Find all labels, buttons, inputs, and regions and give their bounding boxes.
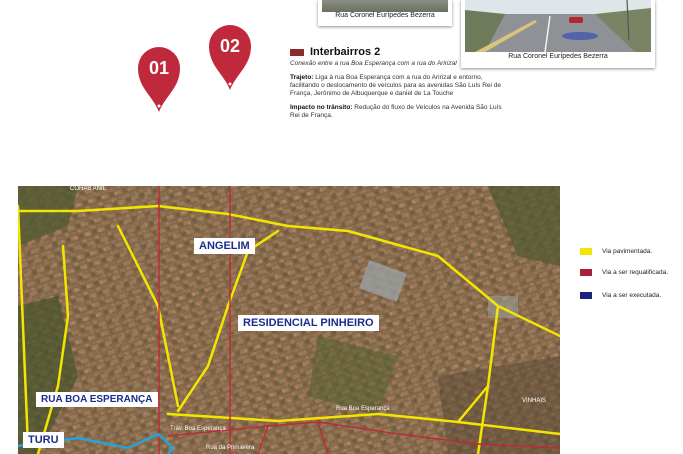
- legend-label: Via pavimentada.: [602, 248, 653, 255]
- map-label-trav: Trav. Boa Esperança: [170, 426, 226, 432]
- legend-swatch-red: [580, 269, 592, 276]
- map-label-primavera: Rua da Primavera: [206, 445, 255, 451]
- route-marker-02[interactable]: [207, 22, 253, 92]
- legend-label: Via a ser executada.: [602, 292, 662, 299]
- trajeto-label: Trajeto:: [290, 74, 314, 81]
- neighborhood-label-residencial: RESIDENCIAL PINHEIRO: [238, 315, 379, 331]
- route-title: [290, 46, 510, 58]
- route-marker-label: 01: [148, 58, 170, 78]
- photo-caption: Rua Coronel Eurípedes Bezerra: [508, 53, 608, 60]
- legend-swatch-yellow: [580, 248, 592, 255]
- map-label-vinhais: VINHAIS: [522, 398, 547, 404]
- road-photo-image: [465, 0, 651, 52]
- route-impacto: [290, 104, 510, 120]
- legend-item-paved: [580, 248, 652, 255]
- trajeto-text: Liga à rua Boa Esperança com a rua do Aririzal e entorno, facilitando o deslocamento de veículos para as avenidas São Luís Rei de França, Jerônimo de Albuquerque e daniel de La Touche: [290, 74, 502, 97]
- neighborhood-label-angelim: ANGELIM: [194, 238, 255, 254]
- road-photo-1: [318, 0, 452, 26]
- route-trajeto: [290, 74, 510, 98]
- route-marker-01[interactable]: [136, 44, 182, 114]
- photo-caption: Rua Coronel Eurípedes Bezerra: [335, 12, 435, 19]
- map-label-road: Rua Boa Esperança: [336, 406, 390, 412]
- impacto-text: Redução do fluxo de Veículos na Avenida São Luís Rei de França.: [290, 104, 502, 119]
- route-subtitle: Conexão entre a rua Boa Esperança com a rua do Aririzal: [290, 60, 457, 67]
- road-photo-image: [322, 0, 448, 12]
- route-info: [290, 46, 510, 120]
- map-label-cohab: COHAB ANIL: [70, 186, 107, 192]
- route-title-text: Interbairros 2: [310, 46, 381, 58]
- legend-swatch-blue: [580, 292, 592, 299]
- legend-item-executed: [580, 292, 661, 299]
- route-marker-label: 02: [219, 36, 241, 56]
- impacto-label: Impacto no trânsito:: [290, 104, 353, 111]
- neighborhood-label-turu: TURU: [23, 432, 64, 448]
- legend-label: Via a ser requalificada.: [602, 269, 669, 276]
- satellite-map[interactable]: [18, 186, 560, 454]
- legend-item-requalified: [580, 269, 668, 276]
- route-color-swatch: [290, 49, 304, 56]
- street-label-boa-esperanca: RUA BOA ESPERANÇA: [36, 392, 158, 407]
